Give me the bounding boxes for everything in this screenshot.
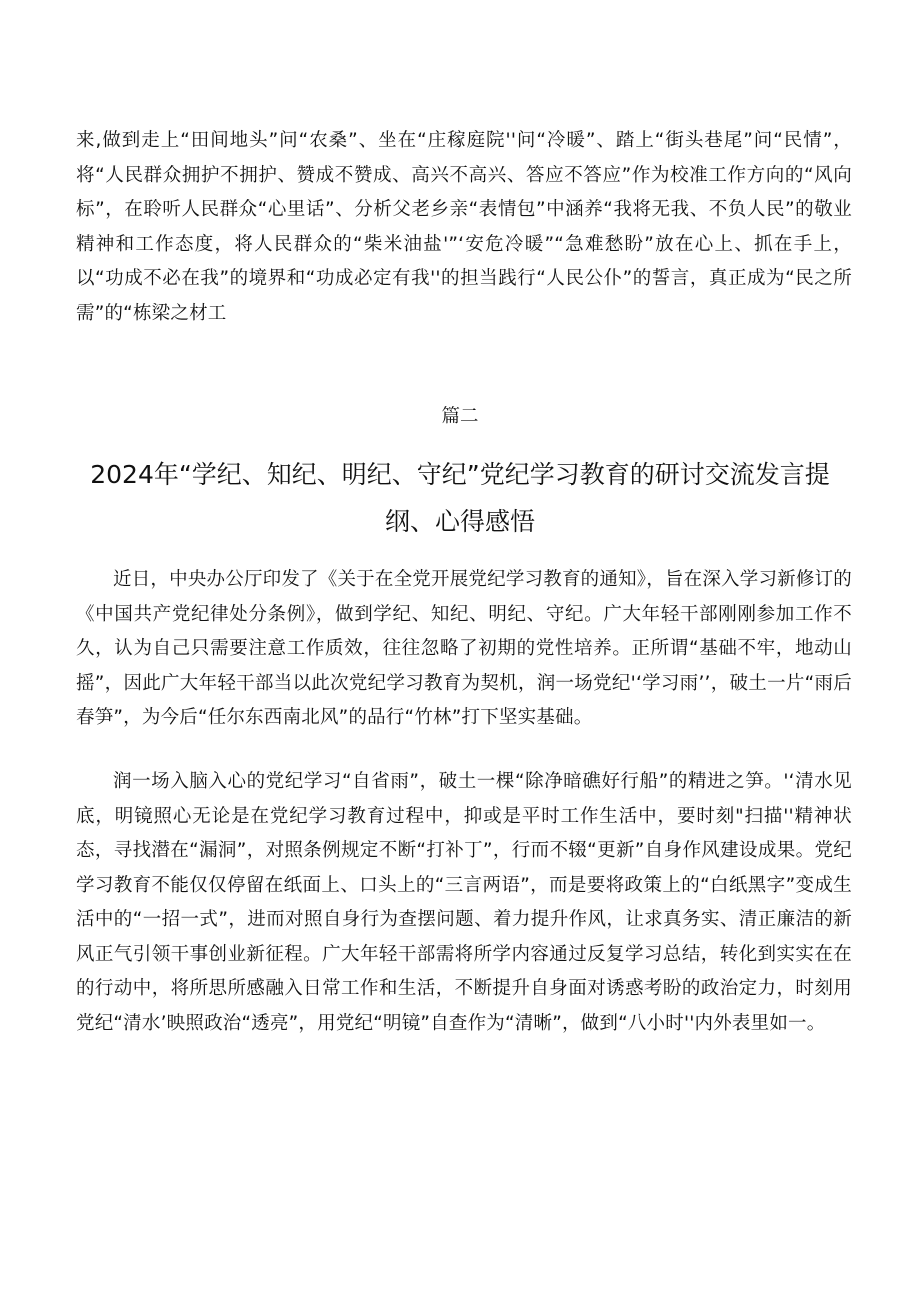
body-paragraph-2: 润一场入脑入心的党纪学习“自省雨”，破土一棵“除净暗礁好行船”的精进之笋。'‘清水见底，明镜照心无论是在党纪学习教育过程中，抑或是平时工作生活中，要时刻"扫描''精神状态，寻找潜在“漏洞”，对照条例规定不断“打补丁”，行而不辍“更新”自身作风建设成果。党纪学习教育不能仅仅停留在纸面上、口头上的“三言两语”，而是要将政策上的“白纸黑字”变成生活中的“一招一式”，进而对照自身行为查摆问题、着力提升作风，让求真务实、清正廉洁的新风正气引领干事创业新征程。广大年轻干部需将所学内容通过反复学习总结，转化到实实在在的行动中，将所思所感融入日常工作和生活，不断提升自身面对诱惑考盼的政治定力，时刻用党纪“清水’映照政治“透亮”，用党纪“明镜”自查作为“清晰”，做到“八小时''内外表里如一。 [76,771,852,1034]
body-paragraph-1: 近日，中央办公厅印发了《关于在全党开展党纪学习教育的通知》，旨在深入学习新修订的《中国共产党纪律处分条例》，做到学纪、知纪、明纪、守纪。广大年轻干部刚刚参加工作不久，认为自己只需要注意工作质效，往往忽略了初期的党性培养。正所谓“基础不牢，地动山摇”，因此广大年轻干部当以此次党纪学习教育为契机，润一场党纪'‘学习雨’’，破土一片“雨后春笋”，为今后“任尔东西南北风”的品行“竹林”打下坚实基础。 [76,569,852,728]
section-label: 篇二 [441,406,479,427]
continuation-paragraph: 来,做到走上“田间地头”问“农桑”、坐在“庄稼庭院''问“冷暖”、踏上“街头巷尾”问“民情”，将“人民群众拥护不拥护、赞成不赞成、高兴不高兴、答应不答应”作为校准工作方向的“风向标”，在聆听人民群众“心里话”、分析父老乡亲“表情包”中涵养“我将无我、不负人民”的敬业精神和工作态度，将人民群众的“柴米油盐'”‘安危冷暖”“急难愁盼”放在心上、抓在手上，以“功成不必在我”的境界和“功成必定有我''的担当践行“人民公仆”的誓言，真正成为“民之所需”的“栋梁之材工 [76,130,852,324]
document-title: 2024年“学纪、知纪、明纪、守纪”党纪学习教育的研讨交流发言提纲、心得感悟 [90,460,830,536]
